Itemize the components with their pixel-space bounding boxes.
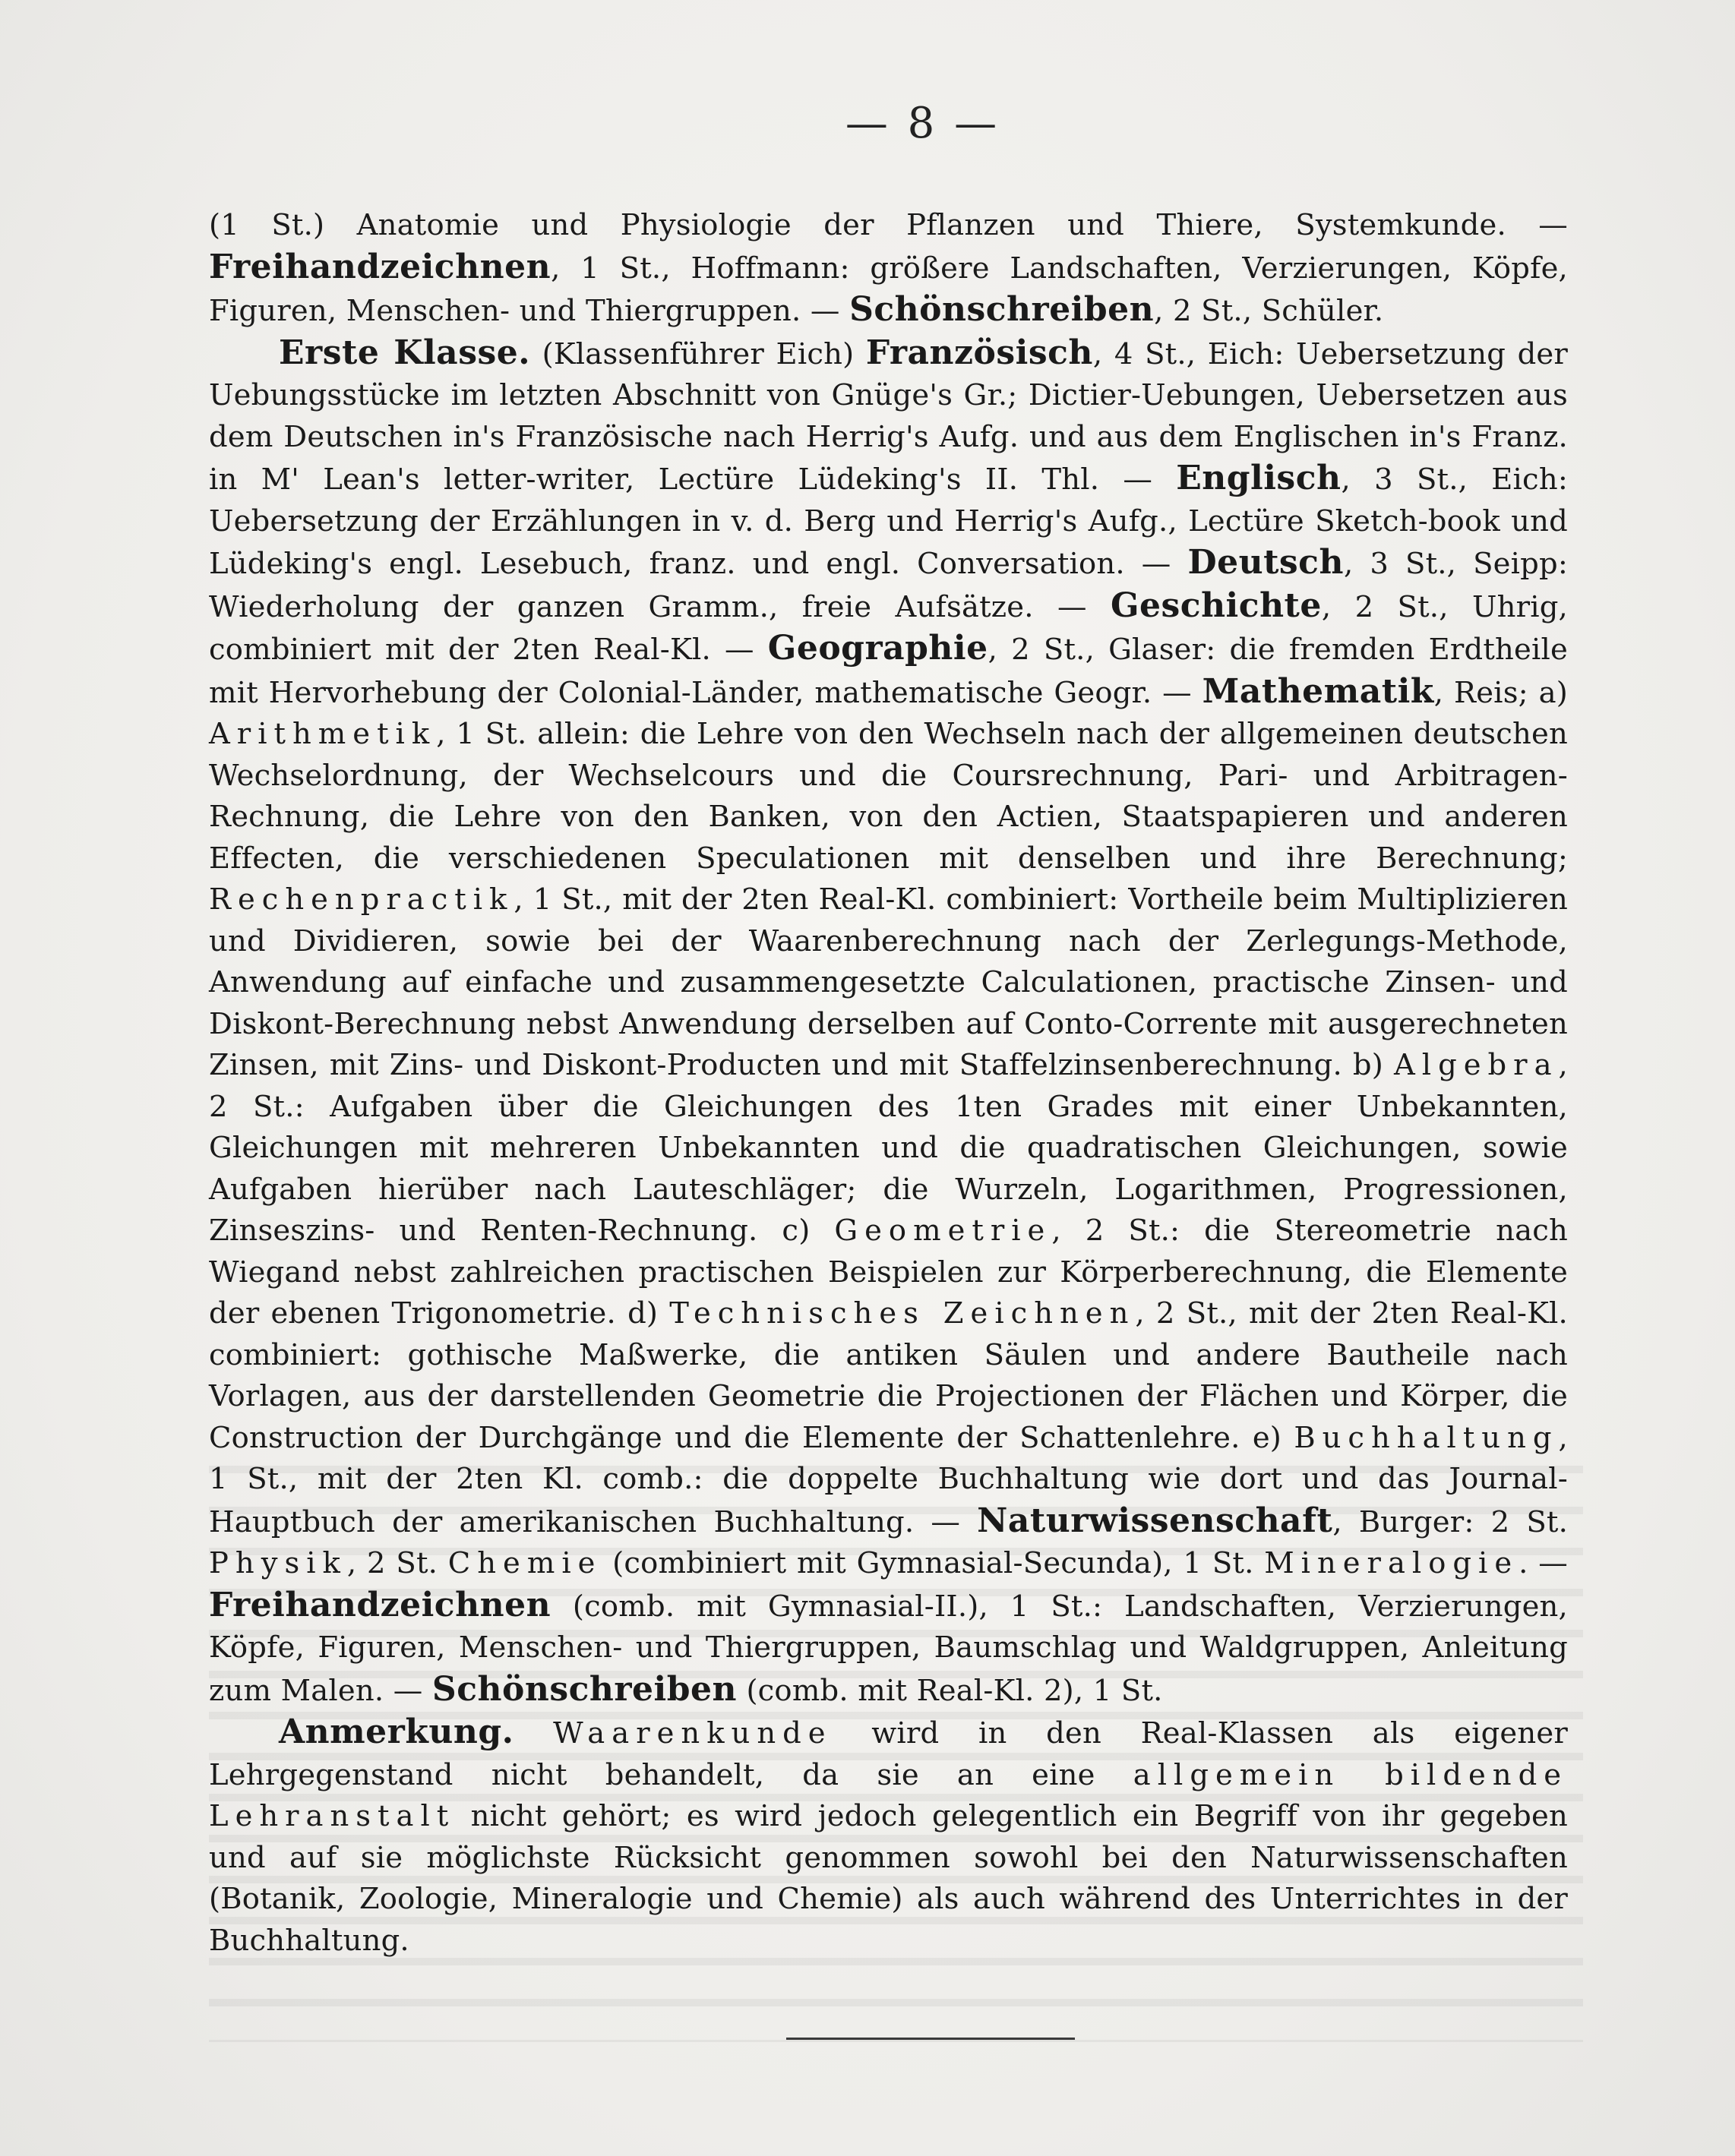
spaced-term-waarenkunde: Waarenkunde [553,1716,833,1750]
spaced-term-chemie: Chemie [447,1546,602,1580]
text-run: , 1 St., Hoffmann: größere Landschaften, Verzierungen, Köpfe, Figuren, Menschen- und Thiergruppen. — [209,251,1568,328]
text-run: (combiniert mit Gymnasial-Secunda), 1 St. [602,1546,1265,1580]
page-number: — 8 — [845,99,1000,148]
separator-rule [786,2038,1075,2040]
spaced-term-geometrie: Geometrie [834,1214,1052,1248]
text-run: nicht gehört; es wird jedoch gelegentlich ein Begriff von ihr gegeben und auf sie möglichste Rücksicht genommen sowohl bei den Naturwissenschaften (Botanik, Zoologie, Mineralogie und Chemie) als auch während des Unterrichtes in der Buchhaltung. [209,1799,1568,1958]
text-run: (1 St.) Anatomie und Physiologie der Pflanzen und Thiere, Systemkunde. — [209,208,1568,242]
spaced-term-algebra: Algebra [1393,1048,1559,1082]
text-run: , 2 St.: die Stereometrie nach Wiegand nebst zahlreichen practischen Beispielen zur Körperberechnung, die Elemente der ebenen Trigonometrie. d) [209,1214,1568,1331]
text-run [514,1716,553,1750]
text-run: , Reis; a) [1433,675,1568,710]
spaced-term-technisches-zeichnen: Technisches Zeichnen [669,1296,1136,1331]
subject-geschichte: Geschichte [1110,586,1322,625]
text-run: , 2 St. [346,1546,448,1580]
text-run: , 2 St.: Aufgaben über die Gleichungen des 1ten Grades mit einer Unbekannten, Gleichungen mit mehreren Unbekannten und die quadratischen Gleichungen, sowie Aufgaben hierüber nach Lauteschläger; die Wurzeln, Logarithmen, Progressionen, Zinseszins- und Renten-Rechnung. c) [209,1048,1568,1248]
spaced-term-mineralogie: Mineralogie [1264,1546,1519,1580]
spaced-term-physik: Physik [209,1546,347,1580]
text-run: , 1 St. allein: die Lehre von den Wechseln nach der allgemeinen deutschen Wechselordnung, der Wechselcours und die Coursrechnung, Pari- und Arbitragen-Rechnung, die Lehre von den Banken, von den Actien, Staatspapieren und anderen Effecten, die verschiedenen Speculationen mit denselben und ihre Berechnung; [209,717,1568,876]
spaced-term-rechenpractik: Rechenpractik [209,882,514,917]
subject-englisch: Englisch [1176,459,1342,497]
subject-franzoesisch: Französisch [865,333,1093,372]
spaced-term-allgemein-bildende-lehranstalt: allgemein bildende Lehranstalt [209,1757,1568,1833]
text-run: (comb. mit Real-Kl. 2), 1 St. [737,1673,1163,1708]
subject-freihandzeichnen: Freihandzeichnen [209,1585,551,1624]
paragraph-second-class-end [209,205,1568,333]
text-run: . — [1519,1546,1568,1580]
paragraph-anmerkung [209,1712,1568,1962]
text-run: wird in den Real-Klassen als eigener Lehrgegenstand nicht behandelt, da sie an eine [209,1716,1568,1792]
text-run: , 1 St., mit der 2ten Kl. comb.: die doppelte Buchhaltung wie dort und das Journal-Hauptbuch der amerikanischen Buchhaltung. — [209,1420,1568,1539]
text-run: , 3 St., Eich: Uebersetzung der Erzählungen in v. d. Berg und Herrig's Aufg., Lectüre Sketch-book und Lüdeking's engl. Lesebuch, franz. und engl. Conversation. — [209,462,1568,581]
text-run: , 2 St., Uhrig, combiniert mit der 2ten Real-Kl. — [209,589,1568,667]
text-run: , 2 St., Glaser: die fremden Erdtheile mit Hervorhebung der Colonial-Länder, mathematische Geogr. — [209,633,1568,710]
subject-deutsch: Deutsch [1187,543,1344,582]
section-heading-erste-klasse: Erste Klasse. [279,333,531,372]
text-run: (comb. mit Gymnasial-II.), 1 St.: Landschaften, Verzierungen, Köpfe, Figuren, Menschen- und Thiergruppen, Baumschlag und Waldgruppen, Anleitung zum Malen. — [209,1589,1568,1708]
spaced-term-buchhaltung: Buchhaltung [1294,1420,1559,1455]
text-run: , Burger: 2 St. [1332,1504,1569,1539]
text-run: , 4 St., Eich: Uebersetzung der Uebungsstücke im letzten Abschnitt von Gnüge's Gr.; Dictier-Uebungen, Uebersetzen aus dem Deutschen in's Französische nach Herrig's Aufg. und aus dem Englischen in's Franz. in M' Lean's letter-writer, Lectüre Lüdeking's II. Thl. — [209,336,1569,497]
text-run: , 2 St., mit der 2ten Real-Kl. combiniert: gothische Maßwerke, die antiken Säulen und andere Bautheile nach Vorlagen, aus der darstellenden Geometrie die Projectionen der Flächen und Körper, die Construction der Durchgänge und die Elemente der Schattenlehre. e) [209,1296,1568,1455]
subject-schoenschreiben: Schönschreiben [849,290,1155,329]
subject-geographie: Geographie [767,629,988,668]
subject-mathematik: Mathematik [1202,671,1434,711]
subject-freihandzeichnen: Freihandzeichnen [209,247,551,286]
spaced-term-arithmetik: Arithmetik [209,717,437,751]
text-run: , 2 St., Schüler. [1154,294,1384,328]
note-heading-anmerkung: Anmerkung. [279,1712,514,1751]
text-run: , 3 St., Seipp: Wiederholung der ganzen Gramm., freie Aufsätze. — [209,547,1569,624]
text-run: , 1 St., mit der 2ten Real-Kl. combiniert: Vortheile beim Multiplizieren und Dividieren, sowie bei der Waarenberechnung nach der Zerlegungs-Methode, Anwendung auf einfache und zusammengesetzte Calculationen, practische Zinsen- und Diskont-Berechnung nebst Anwendung derselben auf Conto-Corrente mit ausgerechneten Zinsen, mit Zins- und Diskont-Producten und mit Staffelzinsenberechnung. b) [209,882,1568,1082]
paragraph-first-class [209,333,1568,1712]
subject-naturwissenschaft: Naturwissenschaft [977,1501,1333,1540]
subject-schoenschreiben: Schönschreiben [431,1669,738,1709]
text-run: (Klassenführer Eich) [530,336,866,371]
